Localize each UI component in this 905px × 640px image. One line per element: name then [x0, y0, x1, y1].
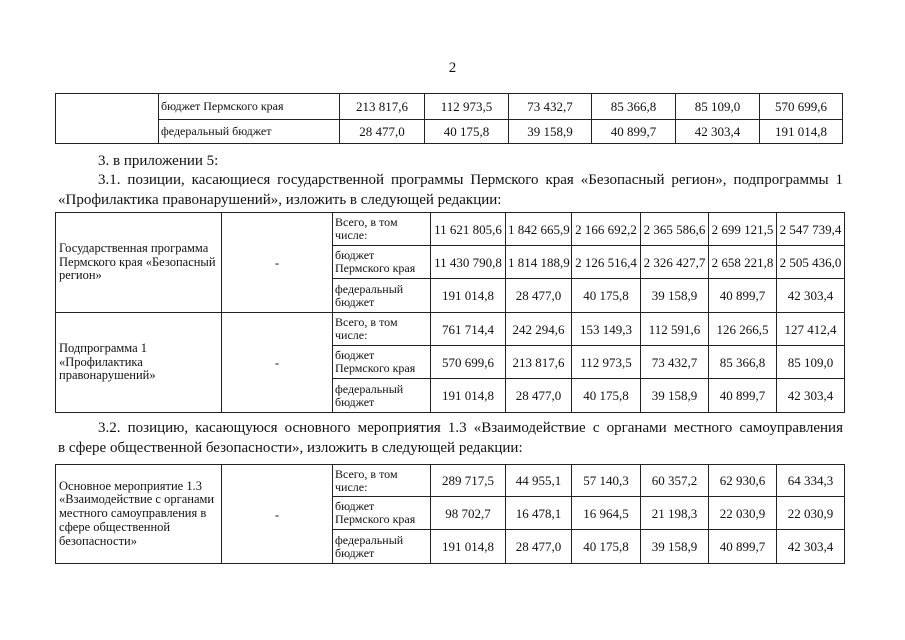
value-cell: 73 432,7 — [509, 94, 592, 120]
value-cell: 39 158,9 — [641, 279, 709, 313]
value-cell: 28 477,0 — [506, 530, 572, 564]
source-cell: федеральный бюджет — [333, 279, 431, 313]
value-cell: 1 842 665,9 — [506, 213, 572, 246]
dash-cell: - — [222, 465, 333, 564]
value-cell: 57 140,3 — [572, 465, 641, 497]
value-cell: 21 198,3 — [641, 497, 709, 530]
value-cell: 2 658 221,8 — [709, 246, 777, 279]
value-cell: 42 303,4 — [676, 120, 760, 144]
program-name-cell: Государственная программа Пермского края «Безопасный регион» — [56, 213, 222, 313]
paragraph-item-3: 3. в приложении 5: — [98, 153, 219, 169]
value-cell: 98 702,7 — [431, 497, 506, 530]
dash-cell: - — [222, 213, 333, 313]
value-cell: 22 030,9 — [777, 497, 845, 530]
value-cell: 2 126 516,4 — [572, 246, 641, 279]
page-number: 2 — [448, 60, 457, 76]
table-row — [56, 313, 845, 346]
value-cell: 191 014,8 — [431, 379, 506, 413]
value-cell: 62 930,6 — [709, 465, 777, 497]
value-cell: 289 717,5 — [431, 465, 506, 497]
value-cell: 85 366,8 — [709, 346, 777, 379]
source-cell: федеральный бюджет — [333, 530, 431, 564]
value-cell: 40 175,8 — [572, 530, 641, 564]
program-table — [55, 212, 845, 413]
value-cell: 11 430 790,8 — [431, 246, 506, 279]
value-cell: 191 014,8 — [760, 120, 843, 144]
value-cell: 40 899,7 — [709, 279, 777, 313]
source-cell: Всего, в том числе: — [333, 313, 431, 346]
value-cell: 213 817,6 — [340, 94, 425, 120]
value-cell: 112 973,5 — [572, 346, 641, 379]
table-row — [56, 213, 845, 246]
value-cell: 28 477,0 — [506, 379, 572, 413]
value-cell: 191 014,8 — [431, 279, 506, 313]
value-cell: 213 817,6 — [506, 346, 572, 379]
value-cell: 40 175,8 — [572, 379, 641, 413]
value-cell: 242 294,6 — [506, 313, 572, 346]
value-cell: 2 326 427,7 — [641, 246, 709, 279]
paragraph-item-3-2-line2: в сфере общественной безопасности», изложить в следующей редакции: — [58, 440, 523, 456]
value-cell: 761 714,4 — [431, 313, 506, 346]
value-cell: 85 109,0 — [777, 346, 845, 379]
value-cell: 44 955,1 — [506, 465, 572, 497]
value-cell: 39 158,9 — [509, 120, 592, 144]
value-cell: 2 365 586,6 — [641, 213, 709, 246]
value-cell: 42 303,4 — [777, 530, 845, 564]
source-cell: федеральный бюджет — [333, 379, 431, 413]
value-cell: 42 303,4 — [777, 279, 845, 313]
value-cell: 39 158,9 — [641, 379, 709, 413]
value-cell: 40 175,8 — [425, 120, 509, 144]
value-cell: 73 432,7 — [641, 346, 709, 379]
value-cell: 112 591,6 — [641, 313, 709, 346]
value-cell: 570 699,6 — [760, 94, 843, 120]
source-cell: бюджет Пермского края — [159, 94, 340, 120]
value-cell: 28 477,0 — [340, 120, 425, 144]
table-row — [56, 94, 843, 120]
value-cell: 16 478,1 — [506, 497, 572, 530]
table-row — [56, 465, 845, 497]
value-cell: 40 899,7 — [709, 530, 777, 564]
value-cell: 112 973,5 — [425, 94, 509, 120]
value-cell: 42 303,4 — [777, 379, 845, 413]
value-cell: 2 505 436,0 — [777, 246, 845, 279]
source-cell: федеральный бюджет — [159, 120, 340, 144]
source-cell: бюджет Пермского края — [333, 497, 431, 530]
value-cell: 64 334,3 — [777, 465, 845, 497]
source-cell: Всего, в том числе: — [333, 465, 431, 497]
paragraph-item-3-2-line1: 3.2. позицию, касающуюся основного мероприятия 1.3 «Взаимодействие с органами местного самоуправления — [98, 420, 843, 436]
value-cell: 22 030,9 — [709, 497, 777, 530]
value-cell: 127 412,4 — [777, 313, 845, 346]
value-cell: 60 357,2 — [641, 465, 709, 497]
value-cell: 85 366,8 — [592, 94, 676, 120]
source-cell: бюджет Пермского края — [333, 246, 431, 279]
activity-table — [55, 464, 845, 564]
activity-name-cell: Основное мероприятие 1.3 «Взаимодействие с органами местного самоуправления в сфере общественной безопасности» — [56, 465, 222, 564]
value-cell: 16 964,5 — [572, 497, 641, 530]
value-cell: 85 109,0 — [676, 94, 760, 120]
continuation-table — [55, 93, 843, 144]
value-cell: 2 699 121,5 — [709, 213, 777, 246]
paragraph-item-3-1-line1: 3.1. позиции, касающиеся государственной программы Пермского края «Безопасный регион», подпрограммы 1 — [98, 172, 843, 188]
value-cell: 28 477,0 — [506, 279, 572, 313]
value-cell: 40 175,8 — [572, 279, 641, 313]
value-cell: 40 899,7 — [709, 379, 777, 413]
paragraph-item-3-1-line2: «Профилактика правонарушений», изложить в следующей редакции: — [58, 192, 502, 208]
value-cell: 570 699,6 — [431, 346, 506, 379]
value-cell: 11 621 805,6 — [431, 213, 506, 246]
value-cell: 153 149,3 — [572, 313, 641, 346]
source-cell: Всего, в том числе: — [333, 213, 431, 246]
source-cell: бюджет Пермского края — [333, 346, 431, 379]
table-row — [56, 120, 843, 144]
subprogram-name-cell: Подпрограмма 1 «Профилактика правонарушений» — [56, 313, 222, 413]
value-cell: 2 547 739,4 — [777, 213, 845, 246]
value-cell: 191 014,8 — [431, 530, 506, 564]
empty-cell — [56, 94, 159, 144]
value-cell: 2 166 692,2 — [572, 213, 641, 246]
value-cell: 1 814 188,9 — [506, 246, 572, 279]
dash-cell: - — [222, 313, 333, 413]
value-cell: 40 899,7 — [592, 120, 676, 144]
value-cell: 126 266,5 — [709, 313, 777, 346]
value-cell: 39 158,9 — [641, 530, 709, 564]
